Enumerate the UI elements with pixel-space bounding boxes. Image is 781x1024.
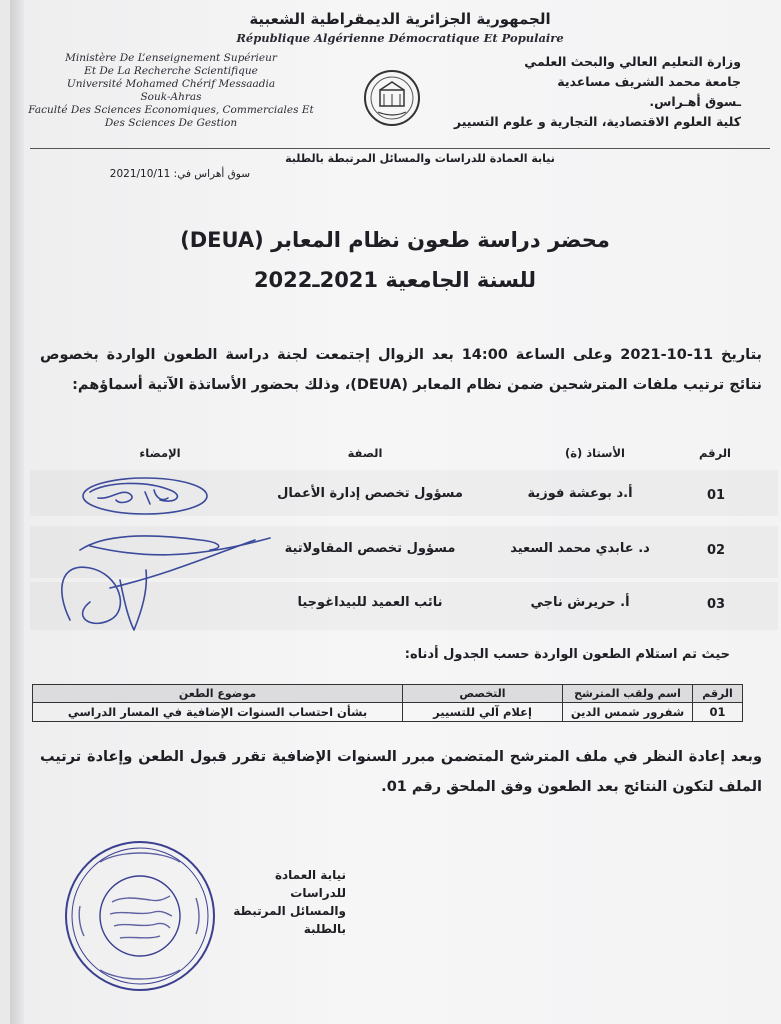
appeal-candidate: شفرور شمس الدين [563,703,693,722]
university-logo-icon [362,68,422,128]
appeals-header-subject: موضوع الطعن [33,685,403,703]
appeal-specialty: إعلام آلي للتسيير [403,703,563,722]
staff-row-num: 03 [706,597,726,612]
header-french-block [26,52,316,130]
staff-row-num: 02 [706,543,726,558]
appeals-header-candidate: اسم ولقب المترشح [563,685,693,703]
staff-row-role: مسؤول تخصص إدارة الأعمال [277,486,463,501]
republic-french: République Algérienne Démocratique Et Populaire [236,31,564,45]
appeal-subject: بشأن احتساب السنوات الإضافية في المسار الدراسي [33,703,403,722]
ar-ministry: وزارة التعليم العالي والبحث العلمي [524,54,741,69]
header-divider [30,148,770,149]
appeals-header-row [33,685,743,703]
staff-row-name: أ.د بوعشة فوزية [527,486,633,501]
official-stamp-icon [60,836,220,996]
ar-city: ـسوق أهـراس. [649,94,741,109]
document-page [10,0,781,1024]
appeals-header-num: الرقم [693,685,743,703]
ar-faculty: كلية العلوم الاقتصادية، التجارية و علوم التسيير [453,114,741,129]
staff-row-name: د. عابدي محمد السعيد [510,541,650,556]
fr-faculty-1: Faculté Des Sciences Economiques, Commerciales Et [28,104,314,116]
scan-edge-shadow [10,0,24,1024]
decision-paragraph: وبعد إعادة النظر في ملف المترشح المتضمن مبرر السنوات الإضافية تقرر قبول الطعن وإعادة ترتيب الملف لتكون النتائج بعد الطعون وفق الملحق رقم 01. [40,749,762,795]
vice-deanship-label: نيابة العمادة للدراسات والمسائل المرتبطة بالطلبة [285,152,555,165]
fr-faculty-2: Des Sciences De Gestion [104,117,238,129]
appeal-num: 01 [693,703,743,722]
staff-header-num: الرقم [699,446,731,460]
ar-university: جامعة محمد الشريف مساعدية [557,74,741,89]
appeals-table [32,684,743,722]
staff-row-role: نائب العميد للبيداغوجيا [297,595,443,610]
staff-header-role: الصفة [347,446,383,460]
appeals-intro: حيث تم استلام الطعون الواردة حسب الجدول أدناه: [404,647,730,662]
header-arabic-block [441,52,741,132]
fr-ministry-1: Ministère De L’enseignement Supérieur [65,52,277,64]
appeals-header-specialty: التخصص [403,685,563,703]
staff-row-name: أ. حريرش ناجي [530,595,630,610]
document-title: محضر دراسة طعون نظام المعابر (DEUA) [180,228,610,252]
stamp-label-line-1: نيابة العمادة للدراسات [274,868,346,900]
stamp-label-line-2: والمسائل المرتبطة بالطلبة [233,904,346,936]
intro-paragraph: بتاريخ 11-10-2021 وعلى الساعة 14:00 بعد الزوال إجتمعت لجنة دراسة الطعون الواردة بخصوص نتائج ترتيب ملفات المترشحين ضمن نظام المعابر (DEUA)، وذلك بحضور الأساتذة الآتية أسماؤهم: [40,347,762,393]
staff-row-num: 01 [706,488,726,503]
academic-year: للسنة الجامعية 2021ـ2022 [253,268,537,292]
republic-arabic: الجمهورية الجزائرية الديمقراطية الشعبية [249,10,551,28]
staff-row-role: مسؤول تخصص المقاولاتية [284,541,456,556]
signatures-icon [50,470,280,650]
staff-header-signature: الإمضاء [139,446,181,460]
stamp-label [226,866,346,938]
fr-city: Souk-Ahras [140,91,202,103]
fr-ministry-2: Et De La Recherche Scientifique [84,65,258,77]
table-row [33,703,743,722]
place-and-date: سوق أهراس في: 2021/10/11 [109,168,250,180]
fr-university: Université Mohamed Chérif Messaadia [66,78,276,90]
staff-header-name: الأستاذ (ة) [564,446,626,460]
